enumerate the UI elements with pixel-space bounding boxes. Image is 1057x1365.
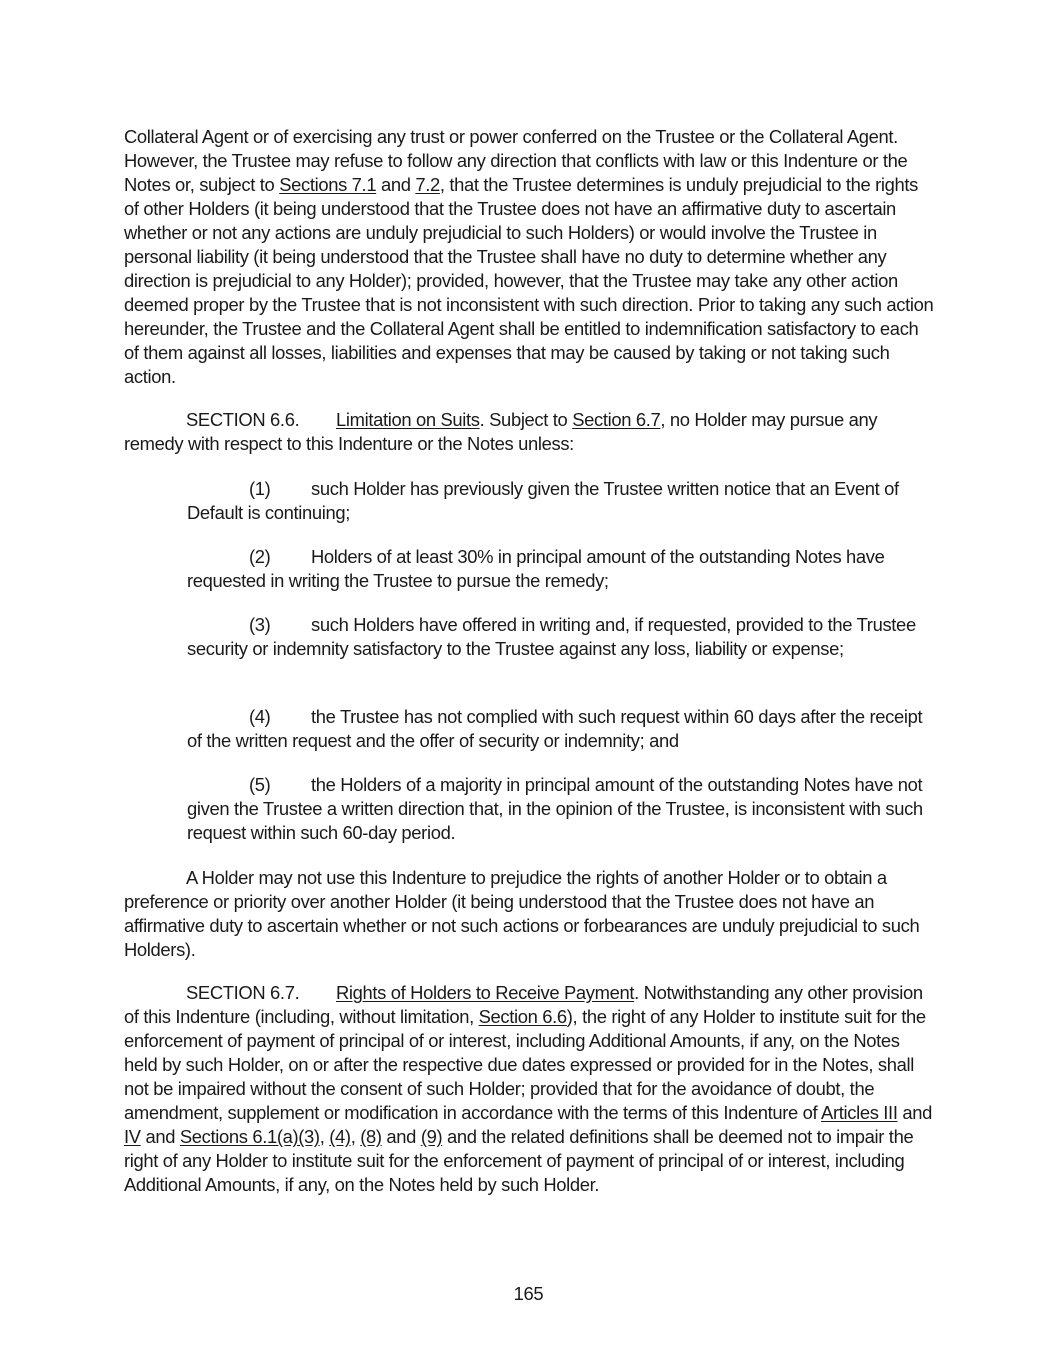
- section-title: Limitation on Suits: [336, 409, 480, 430]
- cross-reference-link[interactable]: (4): [329, 1126, 351, 1147]
- text-run: . Notwithstanding any other provision of this Indenture (including, without limitation,: [124, 982, 923, 1027]
- list-item-number: (2): [249, 546, 271, 567]
- text-run: ,: [350, 1126, 361, 1147]
- text-run: , that the Trustee determines is unduly prejudicial to the rights of other Holders (it being understood that the Trustee does not have an affirmative duty to ascertain whether or not any actions are unduly prejudicial to such Holders) or would involve the Trustee in personal liability (it being understood that the Trustee shall have no duty to determine whether any direction is prejudicial to any Holder); provided, however, that the Trustee may take any other action deemed proper by the Trustee that is not inconsistent with such direction. Prior to taking any such action hereunder, the Trustee and the Collateral Agent shall be entitled to indemnification satisfactory to each of them against all losses, liabilities and expenses that may be caused by taking or not taking such action.: [124, 174, 934, 387]
- list-item: [187, 705, 937, 753]
- text-run: and the related definitions shall be deemed not to impair the right of any Holder to institute suit for the enforcement of payment of principal of or interest, including Additional Amounts, if any, on the Notes held by such Holder.: [124, 1126, 914, 1195]
- page-number: 165: [513, 1283, 544, 1304]
- text-run: ,: [319, 1126, 330, 1147]
- cross-reference-link[interactable]: Sections 6.1(a)(3): [179, 1126, 320, 1147]
- cross-reference-link[interactable]: (9): [420, 1126, 443, 1147]
- list-item: [187, 477, 937, 525]
- list-item: [187, 613, 937, 661]
- cross-reference-link[interactable]: Section 6.6: [478, 1006, 567, 1027]
- intro-paragraph: [124, 125, 936, 389]
- section-6-7-paragraph: [124, 981, 936, 1197]
- list-item-number: (4): [249, 706, 271, 727]
- list-item: [187, 773, 937, 845]
- list-item-text: the Holders of a majority in principal amount of the outstanding Notes have not given the Trustee a written direction that, in the opinion of the Trustee, is inconsistent with such request within such 60-day period.: [187, 774, 923, 843]
- list-item-text: such Holders have offered in writing and, if requested, provided to the Trustee security or indemnity satisfactory to the Trustee against any loss, liability or expense;: [187, 614, 916, 659]
- section-number: SECTION 6.7.: [186, 982, 300, 1003]
- cross-reference-link[interactable]: IV: [124, 1126, 141, 1147]
- list-item-number: (1): [249, 478, 271, 499]
- list-item: [187, 545, 937, 593]
- text-run: and: [381, 1126, 421, 1147]
- list-item-text: Holders of at least 30% in principal amount of the outstanding Notes have requested in writing the Trustee to pursue the remedy;: [187, 546, 885, 591]
- list-item-number: (5): [249, 774, 271, 795]
- text-run: and: [140, 1126, 180, 1147]
- cross-reference-link[interactable]: Articles III: [821, 1102, 898, 1123]
- text-run: . Subject to: [479, 409, 573, 430]
- section-number: SECTION 6.6.: [186, 409, 300, 430]
- text-run: and: [897, 1102, 932, 1123]
- list-item-text: such Holder has previously given the Trustee written notice that an Event of Default is continuing;: [187, 478, 899, 523]
- text-run: Collateral Agent or of exercising any trust or power conferred on the Trustee or the Collateral Agent. However, the Trustee may refuse to follow any direction that conflicts with law or this Indenture or the Notes or, subject to: [124, 126, 908, 195]
- list-item-text: the Trustee has not complied with such request within 60 days after the receipt of the written request and the offer of security or indemnity; and: [187, 706, 923, 751]
- holder-paragraph: [124, 866, 936, 962]
- text-run: A Holder may not use this Indenture to prejudice the rights of another Holder or to obtain a preference or priority over another Holder (it being understood that the Trustee does not have an affirmative duty to ascertain whether or not such actions or forbearances are unduly prejudicial to such Holders).: [124, 867, 920, 960]
- cross-reference-link[interactable]: Section 6.7: [572, 409, 661, 430]
- text-run: ), the right of any Holder to institute suit for the enforcement of payment of principal of or interest, including Additional Amounts, if any, on the Notes held by such Holder, on or after the respective due dates expressed or provided for in the Notes, shall not be impaired without the consent of such Holder; provided that for the avoidance of doubt, the amendment, supplement or modification in accordance with the terms of this Indenture of: [124, 1006, 926, 1123]
- list-item-number: (3): [249, 614, 271, 635]
- text-run: , no Holder may pursue any remedy with respect to this Indenture or the Notes unless:: [124, 409, 878, 454]
- cross-reference-link[interactable]: 7.2: [415, 174, 440, 195]
- section-title: Rights of Holders to Receive Payment: [336, 982, 635, 1003]
- cross-reference-link[interactable]: (8): [360, 1126, 382, 1147]
- cross-reference-link[interactable]: Sections 7.1: [279, 174, 377, 195]
- text-run: and: [376, 174, 416, 195]
- section-6-6-paragraph: [124, 408, 936, 456]
